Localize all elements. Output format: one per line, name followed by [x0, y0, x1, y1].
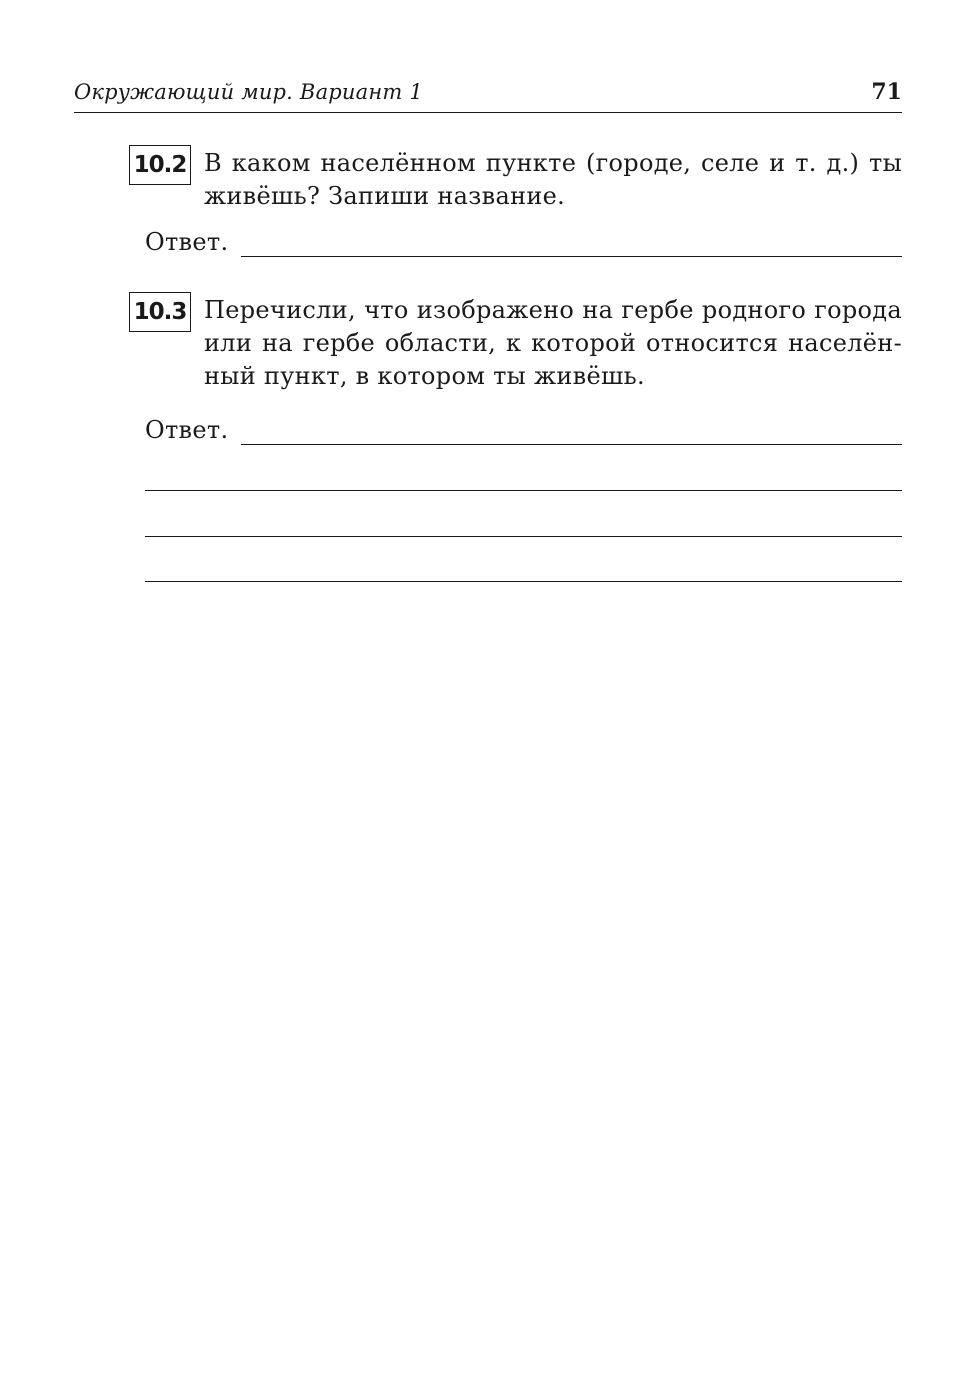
answer-blank-line[interactable]: [145, 581, 902, 582]
task-question: [204, 147, 902, 213]
answer-field[interactable]: [241, 444, 902, 445]
task-number-badge: 10.3: [129, 292, 191, 332]
answer-blank-line[interactable]: [145, 536, 902, 537]
answer-label: Ответ.: [145, 416, 229, 444]
page-number: 71: [871, 79, 902, 105]
question-line: В каком населённом пункте (городе, селе и т. д.) ты: [204, 149, 902, 177]
task-number-badge: 10.2: [129, 145, 191, 185]
page-header: [74, 76, 902, 113]
header-title: Окружающий мир. Вариант 1: [74, 80, 423, 104]
answer-label: Ответ.: [145, 228, 229, 256]
answer-field[interactable]: [241, 256, 902, 257]
task-question: [204, 294, 902, 393]
answer-row-10-3: [145, 416, 902, 450]
answer-blank-line[interactable]: [145, 490, 902, 491]
task-10-3: [129, 292, 902, 402]
answer-row-10-2: [145, 228, 902, 262]
task-10-2: [129, 145, 902, 225]
question-line: или на гербе области, к которой относится населён-: [204, 329, 902, 357]
question-line: Перечисли, что изображено на гербе родного города: [204, 296, 902, 324]
question-line: живёшь? Запиши название.: [204, 182, 566, 210]
question-line: ный пункт, в котором ты живёшь.: [204, 362, 645, 390]
